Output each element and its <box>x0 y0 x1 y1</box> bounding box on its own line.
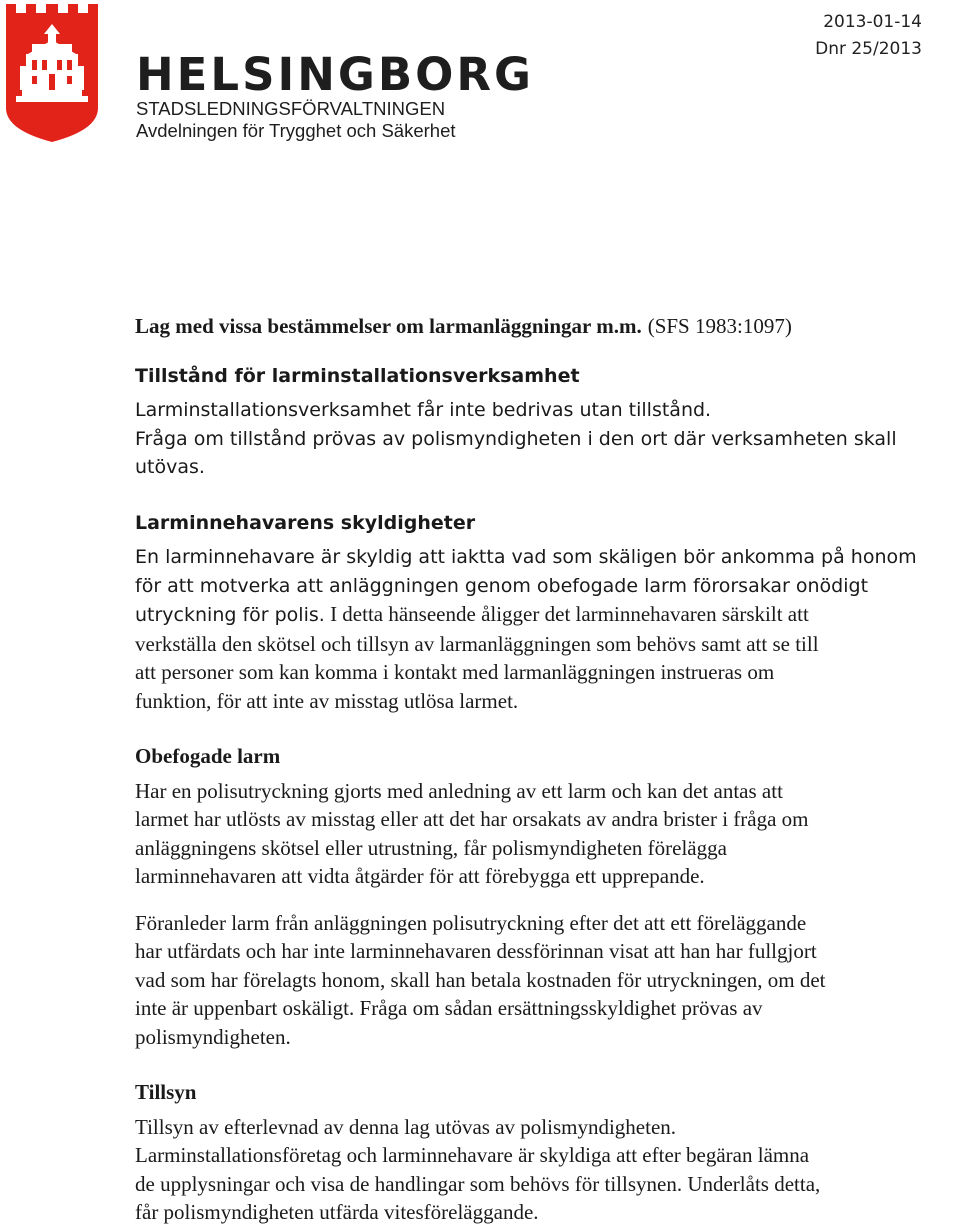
text-line: Larminstallationsverksamhet får inte bedrivas utan tillstånd. <box>135 399 712 421</box>
text-line-mixed <box>135 600 960 630</box>
text-line: funktion, för att inte av misstag utlösa larmet. <box>135 688 519 713</box>
document-meta <box>815 9 922 63</box>
sfs-number: (SFS 1983:1097) <box>647 314 792 338</box>
text-line: polismyndigheten. <box>135 1024 291 1049</box>
law-title: Lag med vissa bestämmelser om larmanläggningar m.m. <box>135 314 642 338</box>
section-heading: Tillstånd för larminstallationsverksamhet <box>135 364 580 387</box>
document-date: 2013-01-14 <box>823 12 922 32</box>
city-wordmark: HELSINGBORG <box>136 48 534 101</box>
department-name: STADSLEDNINGSFÖRVALTNINGEN <box>136 98 446 119</box>
document-title <box>135 312 960 341</box>
document-reference: Dnr 25/2013 <box>815 39 922 59</box>
text-fragment: utryckning för polis. <box>135 604 325 626</box>
section-skyldigheter <box>135 509 960 716</box>
section-heading: Obefogade larm <box>135 744 281 768</box>
text-line: anläggningens skötsel eller utrustning, får polismyndigheten förelägga <box>135 835 727 860</box>
text-line: larmet har utlösts av misstag eller att det har orsakats av andra brister i fråga om <box>135 807 809 831</box>
text-line: att personer som kan komma i kontakt med larmanläggningen instrueras om <box>135 660 775 684</box>
document-body <box>135 312 960 1227</box>
section-heading: Tillsyn <box>135 1080 197 1104</box>
text-line: får polismyndigheten utfärda vitesföreläggande. <box>135 1200 539 1224</box>
text-line: Föranleder larm från anläggningen polisutryckning efter det att ett föreläggande <box>135 910 807 935</box>
text-line: de upplysningar och visa de handlingar som behövs för tillsynen. Underlåts detta, <box>135 1171 821 1196</box>
text-line: larminnehavaren att vidta åtgärder för att förebygga ett upprepande. <box>135 864 705 888</box>
text-line: för att motverka att anläggningen genom obefogade larm förorsakar onödigt <box>135 574 869 597</box>
text-line: Larminstallationsföretag och larminnehavare är skyldiga att efter begäran lämna <box>135 1143 810 1167</box>
text-line: Har en polisutryckning gjorts med anledning av ett larm och kan det antas att <box>135 778 783 803</box>
text-line: inte är uppenbart oskäligt. Fråga om sådan ersättningsskyldighet prövas av <box>135 996 763 1020</box>
text-line: vad som har förelagts honom, skall han betala kostnaden för utryckningen, om det <box>135 967 826 992</box>
text-line: Fråga om tillstånd prövas av polismyndigheten i den ort där verksamheten skall <box>135 427 897 450</box>
helsingborg-coat-of-arms-logo <box>6 4 98 142</box>
text-line: har utfärdats och har inte larminnehavaren dessförinnan visat att han har fullgjort <box>135 939 817 963</box>
division-name: Avdelningen för Trygghet och Säkerhet <box>136 120 456 141</box>
section-heading: Larminnehavarens skyldigheter <box>135 511 476 534</box>
text-line: verkställa den skötsel och tillsyn av larmanläggningen som behövs samt att se till <box>135 631 819 656</box>
section-tillstand <box>135 362 960 482</box>
text-line: utövas. <box>135 456 205 478</box>
text-line: En larminnehavare är skyldig att iaktta vad som skäligen bör ankomma på honom <box>135 546 917 568</box>
section-tillsyn <box>135 1078 960 1227</box>
text-line: Tillsyn av efterlevnad av denna lag utövas av polismyndigheten. <box>135 1114 677 1139</box>
section-obefogade-larm <box>135 742 960 1051</box>
text-fragment: I detta hänseende åligger det larminnehavaren särskilt att <box>324 602 809 626</box>
